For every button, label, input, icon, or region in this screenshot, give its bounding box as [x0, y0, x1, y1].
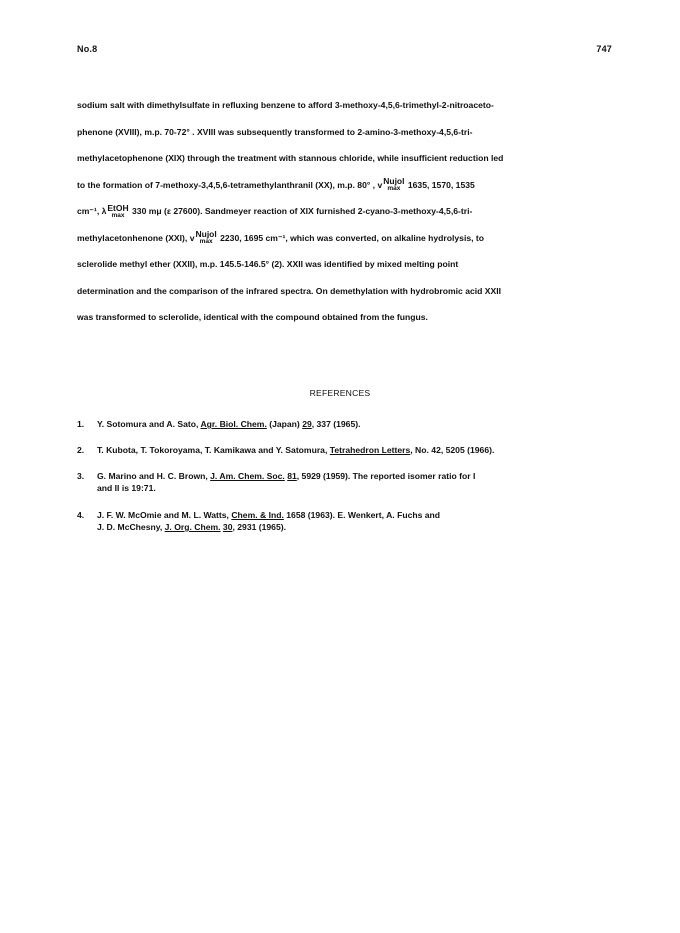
reference-text: (Japan): [266, 419, 303, 429]
body-line: sclerolide methyl ether (XXII), m.p. 145.5-146.5° (2). XXII was identified by mixed melting point: [77, 259, 459, 269]
reference-text: , No. 42, 5205 (1966).: [410, 445, 495, 455]
subscript: max: [387, 185, 401, 193]
journal-issue: No.8: [77, 44, 98, 54]
journal-name: Tetrahedron Letters: [329, 445, 411, 455]
body-line: sodium salt with dimethylsulfate in refluxing benzene to afford 3-methoxy-4,5,6-trimethyl-2-nitroaceto-: [77, 100, 494, 110]
body-line: [77, 225, 607, 252]
reference-number: 4.: [77, 510, 85, 520]
reference-item: [77, 418, 617, 430]
text-segment: 330 mμ (ε 27600). Sandmeyer reaction of XIX furnished 2-cyano-3-methoxy-4,5,6-tri-: [132, 206, 473, 216]
reference-text: and II is 19:71.: [97, 483, 156, 493]
body-line: [77, 198, 607, 225]
reference-text: , 337 (1965).: [311, 419, 361, 429]
body-line: [77, 172, 607, 199]
superscript: Nujol: [195, 229, 217, 240]
text-segment: methylacetonhenone (XXI), v: [77, 232, 195, 243]
reference-item: [77, 509, 617, 533]
nujol-max-notation: [383, 177, 404, 193]
text-segment: cm⁻¹, λ: [77, 206, 107, 216]
subscript: max: [199, 238, 213, 246]
reference-number: 2.: [77, 445, 85, 455]
journal-name: Agr. Biol. Chem.: [200, 419, 267, 429]
reference-text: J. D. McChesny,: [97, 522, 165, 532]
reference-number: 3.: [77, 471, 85, 481]
body-paragraph: [77, 92, 607, 331]
body-line: methylacetophenone (XIX) through the treatment with stannous chloride, while insufficient reduction led: [77, 153, 504, 163]
body-line: phenone (XVIII), m.p. 70-72° . XVIII was subsequently transformed to 2-amino-3-methoxy-4,5,6-tri-: [77, 126, 473, 137]
reference-text: , 5929 (1959). The reported isomer ratio for I: [296, 471, 476, 481]
reference-text: J. F. W. McOmie and M. L. Watts,: [97, 510, 232, 520]
body-line: determination and the comparison of the infrared spectra. On demethylation with hydrobromic acid XXII: [77, 285, 502, 296]
volume-number: 29: [302, 419, 312, 429]
reference-item: [77, 444, 617, 456]
reference-item: [77, 470, 617, 494]
journal-name: J. Org. Chem.: [164, 522, 221, 532]
reference-text: T. Kubota, T. Tokoroyama, T. Kamikawa and Y. Satomura,: [97, 445, 330, 455]
references-list: [77, 418, 617, 533]
text-segment: to the formation of 7-methoxy-3,4,5,6-tetramethylanthranil (XX), m.p. 80° , v: [77, 179, 383, 190]
reference-text: 1658 (1963). E. Wenkert, A. Fuchs and: [283, 510, 441, 520]
reference-text: , 2931 (1965).: [232, 522, 286, 532]
text-segment: 2230, 1695 cm⁻¹, which was converted, on alkaline hydrolysis, to: [220, 232, 485, 243]
reference-text: G. Marino and H. C. Brown,: [97, 471, 211, 481]
nujol-max-notation: [195, 230, 216, 246]
volume-number: 30: [222, 522, 233, 532]
references-heading: REFERENCES: [309, 388, 371, 398]
reference-text: Y. Sotomura and A. Sato,: [97, 419, 201, 429]
body-line: was transformed to sclerolide, identical with the compound obtained from the fungus.: [77, 312, 428, 322]
journal-name: Chem. & Ind.: [231, 510, 284, 520]
volume-number: 81: [287, 471, 297, 481]
superscript: Nujol: [383, 176, 405, 187]
superscript: EtOH: [107, 202, 129, 213]
journal-name: J. Am. Chem. Soc.: [210, 471, 285, 481]
etoh-max-notation: [107, 204, 128, 220]
reference-number: 1.: [77, 419, 85, 429]
page-number: 747: [596, 44, 612, 54]
subscript: max: [111, 211, 125, 219]
text-segment: 1635, 1570, 1535: [407, 179, 475, 190]
